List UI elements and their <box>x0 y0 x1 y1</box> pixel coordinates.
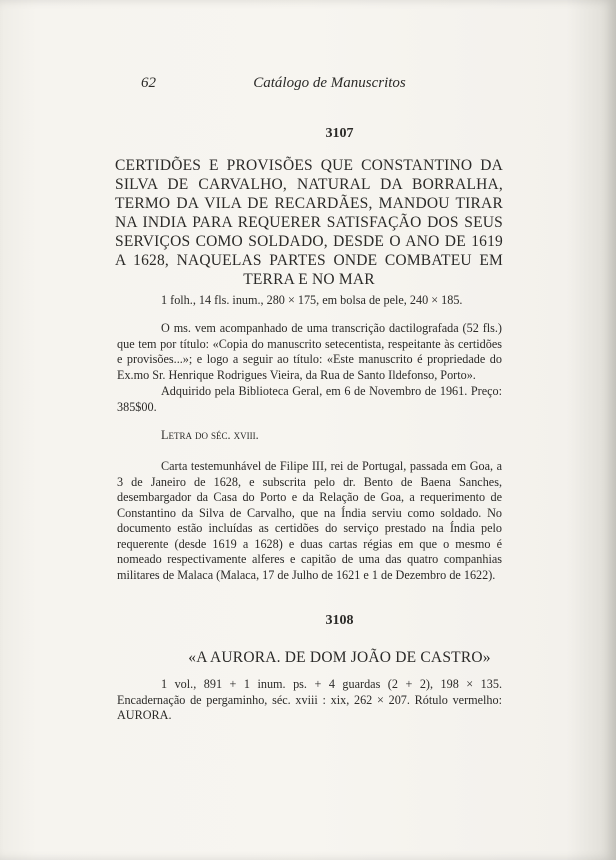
entry-number: 3108 <box>325 613 354 628</box>
script-date: Letra do séc. xviii. <box>161 428 259 442</box>
page-number: 62 <box>141 75 156 91</box>
physical-description: 1 vol., 891 + 1 inum. ps. + 4 guardas (2 + 2), 198 × 135. Encadernação de pergaminho, séc. xviii : xix, 262 × 207. Rótulo vermelho: AURORA. <box>117 677 502 722</box>
running-title: Catálogo de Manuscritos <box>253 75 406 91</box>
entry-number: 3107 <box>325 126 354 141</box>
entry-title: CERTIDÕES E PROVISÕES QUE CONSTANTINO DA SILVA DE CARVALHO, NATURAL DA BORRALHA, TERMO DA VILA DE RECARDÃES, MANDOU TIRAR NA INDIA PARA REQUERER SATISFAÇÃO DOS SEUS SERVIÇOS COMO SOLDADO, DESDE O ANO DE 1619 A 1628, NAQUELAS PARTES ONDE COMBATEU EM TERRA E NO MAR <box>115 157 503 288</box>
running-head <box>117 75 502 95</box>
physical-description: 1 folh., 14 fls. inum., 280 × 175, em bolsa de pele, 240 × 185. <box>161 293 463 307</box>
content-description: Carta testemunhável de Filipe III, rei de Portugal, passada em Goa, a 3 de Janeiro de 1628, e subscrita pelo dr. Bento de Baena Sanches, desembargador da Casa do Porto e da Relação de Goa, a requerimento de Constantino da Silva de Carvalho, que na Índia serviu como soldado. No documento estão incluídas as certidões do serviço prestado na Índia pelo requerente (desde 1619 a 1628) e duas cartas régias em que o mesmo é nomeado respectivamente alferes e capitão de uma das quatro companhias militares de Malaca (Malaca, 17 de Julho de 1621 e 1 de Dezembro de 1622). <box>117 459 502 582</box>
acquisition-note: Adquirido pela Biblioteca Geral, em 6 de Novembro de 1961. Preço: 385$00. <box>117 384 502 414</box>
provenance-note: O ms. vem acompanhado de uma transcrição dactilografada (52 fls.) que tem por título: «Copia do manuscrito setecentista, respeitante às certidões e provisões...»; e logo a seguir ao título: «Este manuscrito é propriedade do Ex.mo Sr. Henrique Rodrigues Vieira, da Rua de Santo Ildefonso, Porto». <box>117 321 502 382</box>
entry-title: «A AURORA. DE DOM JOÃO DE CASTRO» <box>188 649 491 666</box>
